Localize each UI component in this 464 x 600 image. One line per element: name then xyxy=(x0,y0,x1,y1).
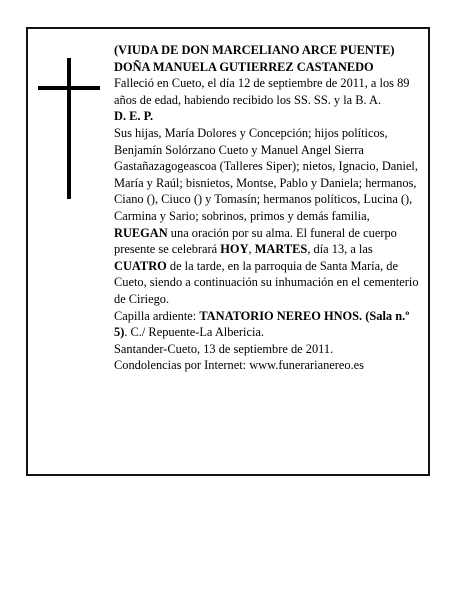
funeral-home-address: . C./ Repuente-La Albericia. xyxy=(124,325,265,340)
place-date: Santander-Cueto, 13 de septiembre de 2011. xyxy=(114,341,334,356)
funeral-paragraph xyxy=(114,225,422,308)
comma-text: , xyxy=(248,242,255,257)
obituary-text xyxy=(114,42,422,374)
cross-icon-bar xyxy=(38,86,100,90)
chapel-paragraph xyxy=(114,308,422,341)
cross-icon xyxy=(67,58,71,199)
funeral-text-3: de la tarde, en la parroquia de Santa María, de Cueto, siendo a continuación su inhumación en el cementerio de Ciriego. xyxy=(114,258,419,306)
widow-of-line: (VIUDA DE DON MARCELIANO ARCE PUENTE) xyxy=(114,43,395,57)
funeral-home-name: TANATORIO NEREO HNOS. (Sala n.º 5) xyxy=(114,308,410,340)
dep-line: D. E. P. xyxy=(114,109,154,124)
chapel-label: Capilla ardiente: xyxy=(114,308,200,323)
death-info: Falleció en Cueto, el día 12 de septiembre de 2011, a los 89 años de edad, habiendo recibido los SS. SS. y la B. A. xyxy=(114,76,410,107)
condolences-line: Condolencias por Internet: www.funerarianereo.es xyxy=(114,358,365,373)
family-list: Sus hijas, María Dolores y Concepción; hijos políticos, Benjamín Solórzano Cueto y Manuel Angel Sierra Gastañazagogeascoa (Talleres Siper); nietos, Ignacio, Daniel, María y Raúl; bisnietos, Montse, Pablo y Daniela; hermanos, Ciano (), Ciuco () y Tomasín; hermanos políticos, Lucina (), Carmina y Sario; sobrinos, primos y demás familia, xyxy=(114,125,418,223)
ruegan-label: RUEGAN xyxy=(114,225,168,240)
deceased-name: DOÑA MANUELA GUTIERREZ CASTANEDO xyxy=(114,59,374,74)
martes-label: MARTES xyxy=(254,242,308,257)
cuatro-label: CUATRO xyxy=(114,258,167,273)
hoy-label: HOY xyxy=(220,242,249,257)
funeral-text-2: , día 13, a las xyxy=(307,242,373,257)
obituary-card xyxy=(26,27,430,476)
funeral-text-1: una oración por su alma. El funeral de cuerpo presente se celebrará xyxy=(114,225,397,257)
